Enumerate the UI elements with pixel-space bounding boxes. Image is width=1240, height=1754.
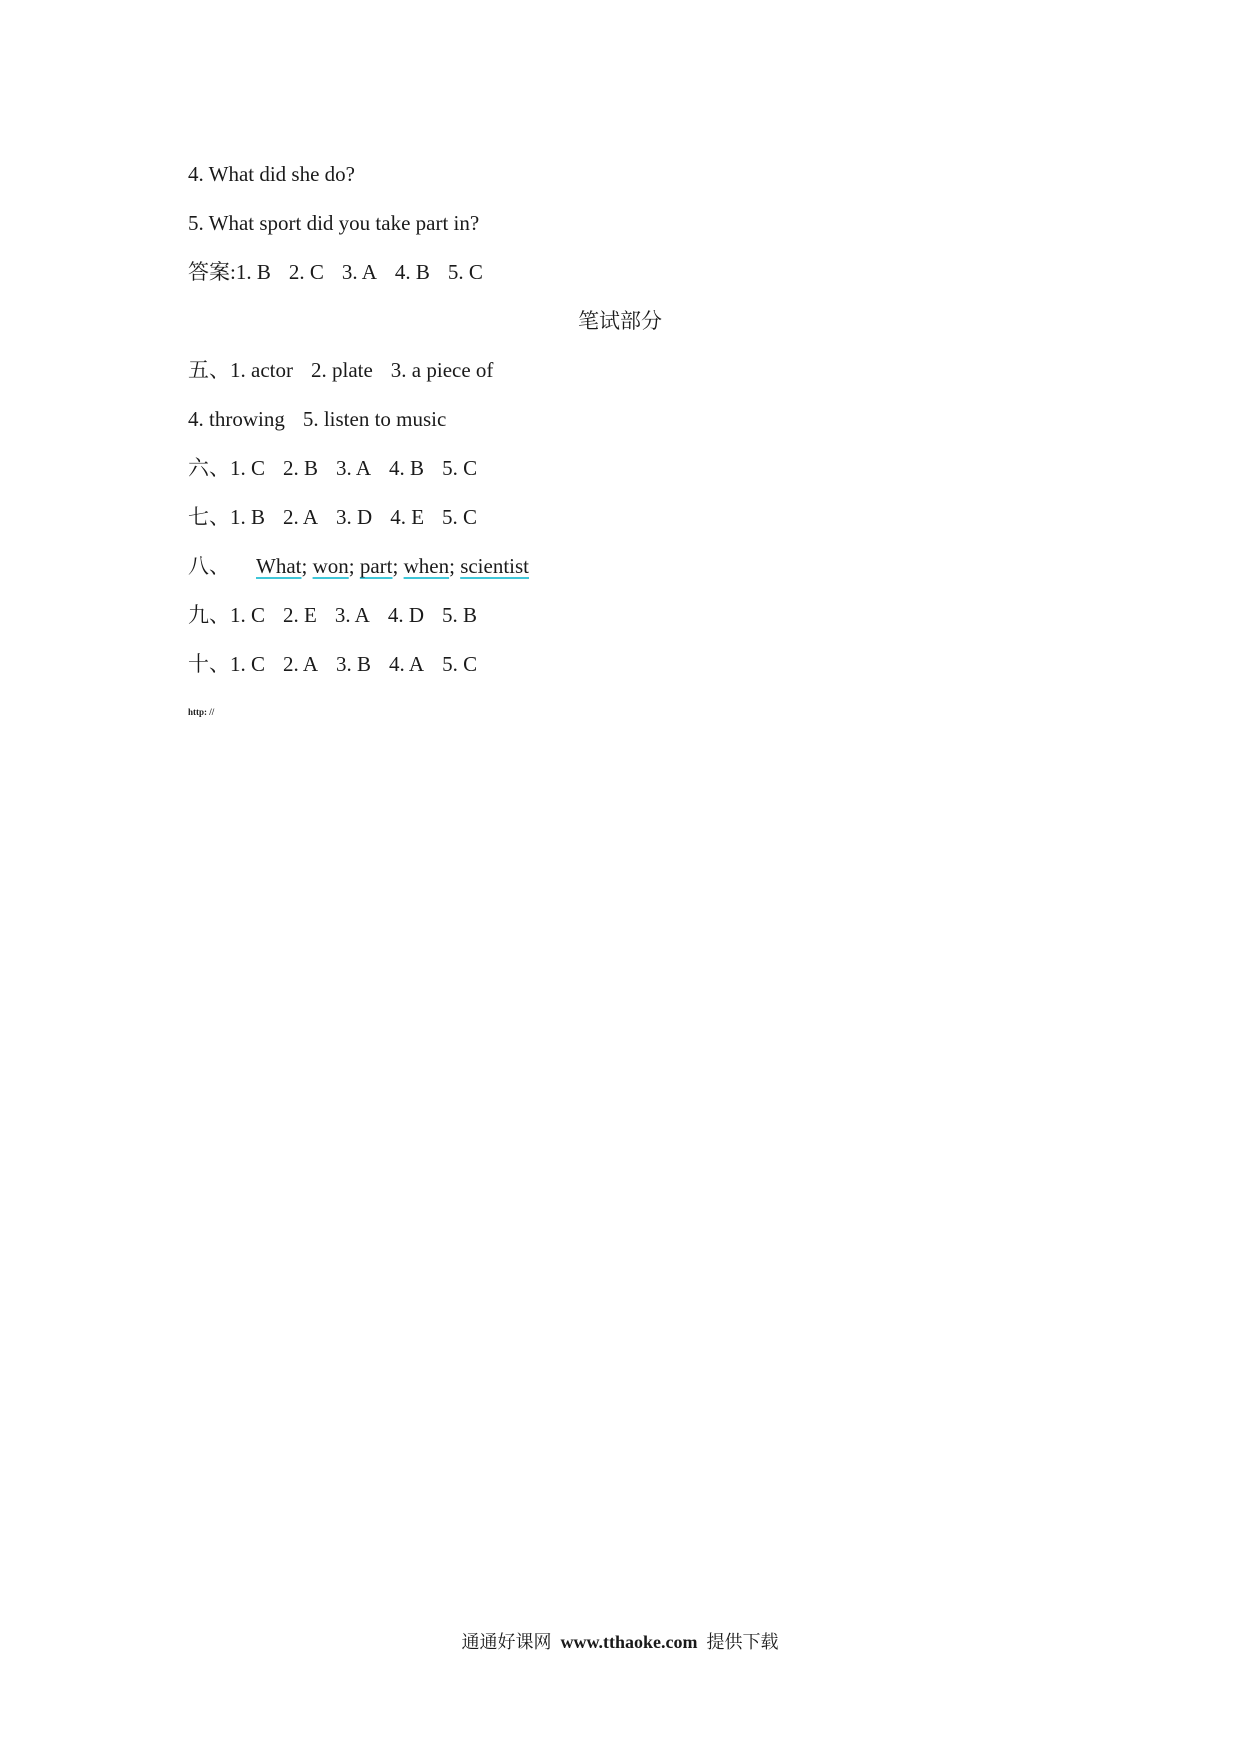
listening-answers [188, 258, 483, 286]
answer-item: 5. B [442, 603, 478, 627]
section-ba: 八、 What; won; part; when; scientist [188, 554, 530, 578]
listening-question-5: 5. What sport did you take part in? [188, 211, 480, 235]
answer-word: when [403, 554, 450, 578]
answer-item: 5. listen to music [302, 407, 447, 431]
answer-item: 4. throwing [188, 407, 285, 431]
section-jiu [188, 601, 477, 629]
answer-item: 5. C [442, 505, 478, 529]
footer-site-name: 通通好课网 [461, 1632, 552, 1652]
section-shi [188, 650, 477, 678]
answer-item: 1. B [230, 505, 266, 529]
answer-item: 4. B [389, 456, 425, 480]
written-section-title: 笔试部分 [578, 309, 662, 333]
section-label: 十、 [188, 652, 230, 676]
answer-item: 4. A [389, 652, 425, 676]
answer-item: 1. actor [230, 358, 293, 382]
answer-item: 1. C [230, 456, 266, 480]
section-label: 八、 [188, 554, 230, 578]
answer-item: 2. plate [310, 358, 373, 382]
answer-item: 5. C [442, 652, 478, 676]
answer-item: 2. C [288, 260, 324, 284]
answer-item: 4. B [394, 260, 430, 284]
answer-item: 1. B [235, 260, 271, 284]
answer-item: 1. C [230, 603, 266, 627]
answer-item: 2. A [283, 652, 319, 676]
footer [0, 1630, 1240, 1654]
footer-url: www.tthaoke.com [560, 1632, 698, 1652]
answer-word: won [312, 554, 349, 578]
answer-item: 3. A [336, 456, 372, 480]
answer-word: What [256, 554, 302, 578]
small-link-text: http: // [188, 707, 215, 717]
section-label: 七、 [188, 505, 230, 529]
section-label: 九、 [188, 603, 230, 627]
answer-item: 2. B [283, 456, 319, 480]
answer-word: scientist [460, 554, 530, 578]
answer-item: 3. a piece of [390, 358, 494, 382]
answer-item: 1. C [230, 652, 266, 676]
answer-item: 4. D [387, 603, 425, 627]
answer-item: 3. A [334, 603, 370, 627]
listening-question-4: 4. What did she do? [188, 162, 355, 186]
footer-suffix: 提供下载 [706, 1632, 779, 1652]
section-wu-line-1 [188, 356, 493, 384]
section-qi [188, 503, 477, 531]
answers-prefix: 答案: [188, 260, 236, 284]
section-liu [188, 454, 477, 482]
section-wu-line-2 [188, 405, 446, 433]
section-label: 五、 [188, 358, 230, 382]
answer-item: 3. B [336, 652, 372, 676]
answer-item: 4. E [390, 505, 425, 529]
answer-item: 2. E [283, 603, 317, 627]
section-label: 六、 [188, 456, 230, 480]
answer-item: 3. A [341, 260, 377, 284]
answer-item: 5. C [442, 456, 478, 480]
answer-word: part [359, 554, 393, 578]
answer-item: 2. A [283, 505, 319, 529]
answer-item: 3. D [336, 505, 373, 529]
answer-item: 5. C [447, 260, 483, 284]
